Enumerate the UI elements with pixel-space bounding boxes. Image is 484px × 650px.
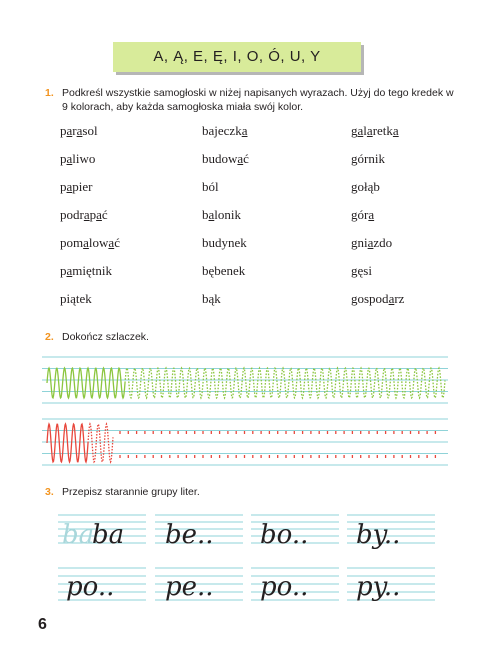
model-letters: ba — [92, 520, 125, 550]
word-item: parasol — [60, 123, 98, 138]
word-item: gospodarz — [351, 291, 405, 306]
pattern-traced-red — [88, 424, 113, 462]
word-item: galaretka — [351, 123, 399, 138]
word-item: góra — [351, 207, 375, 222]
task-text: Podkreśl wszystkie samogłoski w niżej napisanych wyrazach. Użyj do tego kredek w 9 kolorach, aby każda samogłoska miała swój kolor. — [62, 87, 454, 113]
word-item: paliwo — [60, 151, 96, 166]
task-number: 3. — [45, 486, 54, 498]
word-item: balonik — [202, 207, 242, 222]
word-item: bąk — [202, 291, 221, 306]
word-item: piątek — [60, 291, 92, 306]
model-letters: by.. — [356, 520, 401, 550]
word-item: pomalować — [60, 235, 120, 250]
word-item: pamiętnik — [60, 263, 112, 278]
task-text: Dokończ szlaczek. — [62, 331, 149, 343]
page-number: 6 — [38, 616, 47, 633]
model-letters: po.. — [260, 572, 309, 602]
trace-letters: ba — [62, 520, 95, 550]
word-item: budynek — [202, 235, 247, 250]
word-item: gęsi — [351, 263, 372, 278]
page-title: A, Ą, E, Ę, I, O, Ó, U, Y — [113, 42, 361, 72]
word-item: ból — [202, 179, 219, 194]
model-letters: po.. — [66, 572, 115, 602]
pattern-traced-green — [125, 368, 445, 398]
word-item: gniazdo — [351, 235, 393, 250]
word-item: bajeczka — [202, 123, 248, 138]
word-item: budować — [202, 151, 249, 166]
task-number: 2. — [45, 331, 54, 343]
pattern-solid-green — [47, 368, 125, 398]
word-item: podrapać — [60, 207, 108, 222]
model-letters: bo.. — [260, 520, 309, 550]
word-item: papier — [60, 179, 93, 194]
task-number: 1. — [45, 87, 54, 99]
model-letters: pe.. — [165, 572, 214, 602]
word-item: gołąb — [351, 179, 380, 194]
model-letters: py.. — [356, 572, 401, 602]
word-item: bębenek — [202, 263, 246, 278]
model-letters: be.. — [165, 520, 214, 550]
task-text: Przepisz starannie grupy liter. — [62, 486, 200, 498]
word-item: górnik — [351, 151, 385, 166]
pattern-solid-red — [47, 424, 88, 462]
